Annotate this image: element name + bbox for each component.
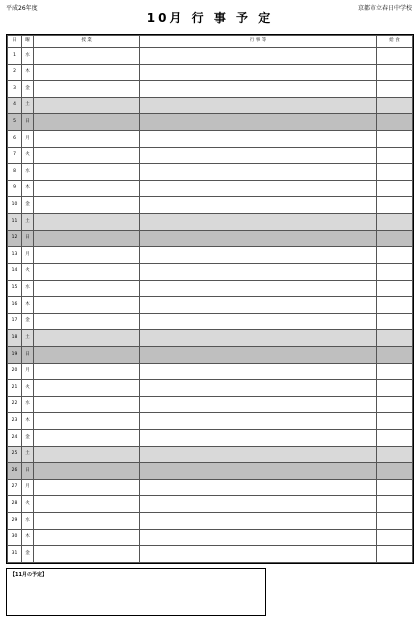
lessons-cell [34, 380, 140, 397]
lunch-cell [377, 463, 413, 480]
day-cell: 10 [8, 197, 22, 214]
table-row [8, 230, 413, 247]
weekday-cell: 金 [22, 313, 34, 330]
weekday-cell: 火 [22, 380, 34, 397]
day-cell: 17 [8, 313, 22, 330]
lessons-cell [34, 546, 140, 563]
lessons-cell [34, 81, 140, 98]
day-cell: 11 [8, 214, 22, 231]
lessons-cell [34, 197, 140, 214]
event-cell [140, 164, 377, 181]
table-row [8, 396, 413, 413]
day-cell: 14 [8, 263, 22, 280]
lunch-cell [377, 97, 413, 114]
table-row [8, 64, 413, 81]
day-cell: 3 [8, 81, 22, 98]
weekday-cell: 火 [22, 263, 34, 280]
day-cell: 25 [8, 446, 22, 463]
weekday-cell: 金 [22, 81, 34, 98]
lunch-cell [377, 297, 413, 314]
day-cell: 31 [8, 546, 22, 563]
table-row [8, 114, 413, 131]
lessons-cell [34, 131, 140, 148]
lunch-cell [377, 247, 413, 264]
weekday-cell: 日 [22, 114, 34, 131]
event-cell [140, 463, 377, 480]
lunch-cell [377, 396, 413, 413]
lunch-cell [377, 363, 413, 380]
table-row [8, 496, 413, 513]
day-cell: 2 [8, 64, 22, 81]
day-cell: 21 [8, 380, 22, 397]
day-cell: 7 [8, 147, 22, 164]
table-row [8, 263, 413, 280]
day-cell: 28 [8, 496, 22, 513]
event-cell [140, 313, 377, 330]
event-cell [140, 363, 377, 380]
lunch-cell [377, 479, 413, 496]
lessons-cell [34, 413, 140, 430]
table-row [8, 346, 413, 363]
event-cell [140, 346, 377, 363]
fiscal-year: 平成26年度 [6, 5, 38, 12]
table-row [8, 413, 413, 430]
lunch-cell [377, 230, 413, 247]
event-cell [140, 479, 377, 496]
lunch-cell [377, 131, 413, 148]
col-lunch: 給 食 [377, 36, 413, 48]
lessons-cell [34, 463, 140, 480]
lunch-cell [377, 313, 413, 330]
day-cell: 26 [8, 463, 22, 480]
table-row [8, 247, 413, 264]
lessons-cell [34, 496, 140, 513]
weekday-cell: 火 [22, 147, 34, 164]
col-day: 日 [8, 36, 22, 48]
next-month-title: 【11月の予定】 [10, 572, 47, 578]
lunch-cell [377, 81, 413, 98]
col-weekday: 曜 [22, 36, 34, 48]
lessons-cell [34, 164, 140, 181]
table-row [8, 280, 413, 297]
event-cell [140, 446, 377, 463]
event-cell [140, 97, 377, 114]
event-cell [140, 413, 377, 430]
weekday-cell: 月 [22, 247, 34, 264]
day-cell: 19 [8, 346, 22, 363]
lunch-cell [377, 430, 413, 447]
lessons-cell [34, 247, 140, 264]
weekday-cell: 水 [22, 164, 34, 181]
table-row [8, 297, 413, 314]
event-cell [140, 330, 377, 347]
lessons-cell [34, 114, 140, 131]
lunch-cell [377, 330, 413, 347]
lessons-cell [34, 64, 140, 81]
lessons-cell [34, 180, 140, 197]
lunch-cell [377, 413, 413, 430]
weekday-cell: 日 [22, 463, 34, 480]
weekday-cell: 土 [22, 330, 34, 347]
event-cell [140, 64, 377, 81]
weekday-cell: 日 [22, 346, 34, 363]
table-row [8, 214, 413, 231]
lessons-cell [34, 214, 140, 231]
table-row [8, 463, 413, 480]
lunch-cell [377, 280, 413, 297]
lunch-cell [377, 147, 413, 164]
event-cell [140, 147, 377, 164]
day-cell: 15 [8, 280, 22, 297]
weekday-cell: 木 [22, 180, 34, 197]
event-cell [140, 263, 377, 280]
event-cell [140, 180, 377, 197]
weekday-cell: 木 [22, 413, 34, 430]
event-cell [140, 529, 377, 546]
lunch-cell [377, 496, 413, 513]
weekday-cell: 金 [22, 197, 34, 214]
table-row [8, 430, 413, 447]
weekday-cell: 金 [22, 430, 34, 447]
weekday-cell: 木 [22, 529, 34, 546]
table-row [8, 380, 413, 397]
lessons-cell [34, 230, 140, 247]
lessons-cell [34, 97, 140, 114]
lunch-cell [377, 263, 413, 280]
col-lessons: 授 業 [34, 36, 140, 48]
next-month-box [6, 568, 266, 616]
lessons-cell [34, 297, 140, 314]
day-cell: 18 [8, 330, 22, 347]
weekday-cell: 火 [22, 496, 34, 513]
day-cell: 13 [8, 247, 22, 264]
weekday-cell: 土 [22, 446, 34, 463]
weekday-cell: 日 [22, 230, 34, 247]
day-cell: 29 [8, 513, 22, 530]
col-events: 行 事 等 [140, 36, 377, 48]
weekday-cell: 月 [22, 131, 34, 148]
lessons-cell [34, 513, 140, 530]
weekday-cell: 水 [22, 280, 34, 297]
lunch-cell [377, 197, 413, 214]
table-row [8, 48, 413, 65]
lessons-cell [34, 430, 140, 447]
day-cell: 1 [8, 48, 22, 65]
event-cell [140, 496, 377, 513]
lunch-cell [377, 446, 413, 463]
table-row [8, 197, 413, 214]
lunch-cell [377, 380, 413, 397]
table-row [8, 513, 413, 530]
lunch-cell [377, 214, 413, 231]
lessons-cell [34, 346, 140, 363]
event-cell [140, 214, 377, 231]
school-name: 京都市立春日中学校 [357, 5, 412, 12]
lunch-cell [377, 529, 413, 546]
lessons-cell [34, 147, 140, 164]
lessons-cell [34, 363, 140, 380]
event-cell [140, 81, 377, 98]
lessons-cell [34, 263, 140, 280]
day-cell: 16 [8, 297, 22, 314]
event-cell [140, 131, 377, 148]
event-cell [140, 280, 377, 297]
day-cell: 23 [8, 413, 22, 430]
table-row [8, 479, 413, 496]
event-cell [140, 297, 377, 314]
lunch-cell [377, 64, 413, 81]
event-cell [140, 247, 377, 264]
schedule-rows [8, 48, 413, 563]
day-cell: 24 [8, 430, 22, 447]
day-cell: 6 [8, 131, 22, 148]
day-cell: 22 [8, 396, 22, 413]
lessons-cell [34, 529, 140, 546]
lunch-cell [377, 346, 413, 363]
day-cell: 30 [8, 529, 22, 546]
lunch-cell [377, 180, 413, 197]
event-cell [140, 396, 377, 413]
page-title: 10月 行 事 予 定 [146, 11, 274, 25]
lunch-cell [377, 513, 413, 530]
day-cell: 4 [8, 97, 22, 114]
table-row [8, 330, 413, 347]
day-cell: 5 [8, 114, 22, 131]
day-cell: 8 [8, 164, 22, 181]
event-cell [140, 380, 377, 397]
lessons-cell [34, 330, 140, 347]
table-row [8, 546, 413, 563]
table-row [8, 97, 413, 114]
event-cell [140, 546, 377, 563]
lessons-cell [34, 48, 140, 65]
event-cell [140, 114, 377, 131]
table-row [8, 446, 413, 463]
lessons-cell [34, 479, 140, 496]
schedule-grid [6, 34, 414, 564]
table-row [8, 164, 413, 181]
lessons-cell [34, 446, 140, 463]
event-cell [140, 513, 377, 530]
event-cell [140, 230, 377, 247]
day-cell: 27 [8, 479, 22, 496]
table-row [8, 147, 413, 164]
weekday-cell: 水 [22, 513, 34, 530]
weekday-cell: 土 [22, 214, 34, 231]
table-row [8, 81, 413, 98]
weekday-cell: 水 [22, 396, 34, 413]
lunch-cell [377, 48, 413, 65]
table-row [8, 131, 413, 148]
weekday-cell: 水 [22, 48, 34, 65]
lessons-cell [34, 396, 140, 413]
event-cell [140, 48, 377, 65]
table-row [8, 313, 413, 330]
lunch-cell [377, 546, 413, 563]
table-row [8, 363, 413, 380]
weekday-cell: 月 [22, 363, 34, 380]
weekday-cell: 月 [22, 479, 34, 496]
event-cell [140, 197, 377, 214]
weekday-cell: 木 [22, 64, 34, 81]
weekday-cell: 木 [22, 297, 34, 314]
table-row [8, 529, 413, 546]
weekday-cell: 金 [22, 546, 34, 563]
table-row [8, 180, 413, 197]
schedule-table [7, 35, 413, 563]
event-cell [140, 430, 377, 447]
lessons-cell [34, 313, 140, 330]
weekday-cell: 土 [22, 97, 34, 114]
lessons-cell [34, 280, 140, 297]
lunch-cell [377, 164, 413, 181]
day-cell: 20 [8, 363, 22, 380]
day-cell: 9 [8, 180, 22, 197]
lunch-cell [377, 114, 413, 131]
day-cell: 12 [8, 230, 22, 247]
